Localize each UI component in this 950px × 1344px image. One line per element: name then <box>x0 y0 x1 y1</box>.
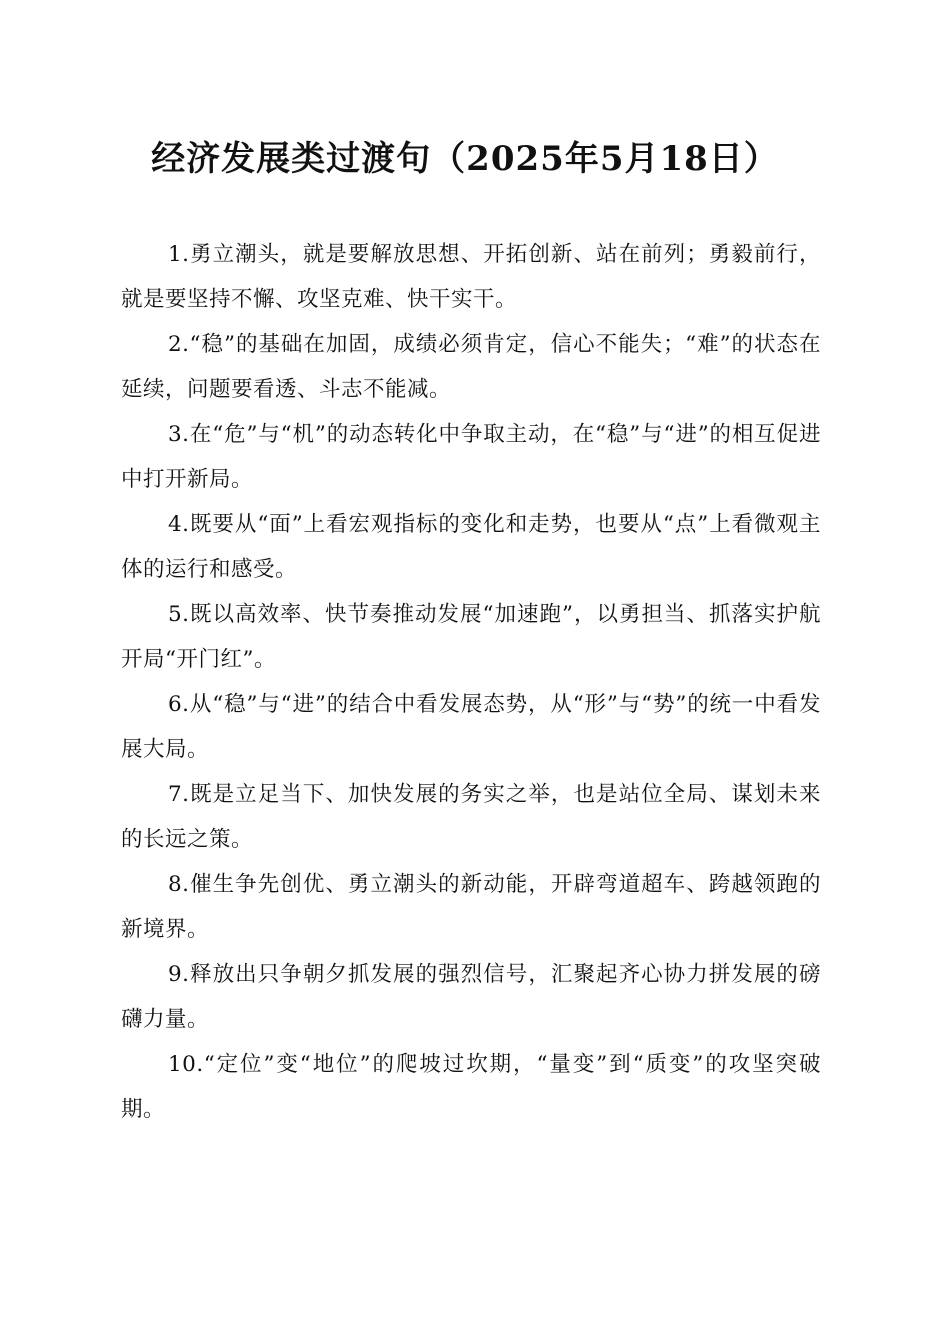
paragraph-1: 1.勇立潮头，就是要解放思想、开拓创新、站在前列；勇毅前行，就是要坚持不懈、攻坚克难、快干实干。 <box>121 242 821 312</box>
paragraph-6: 6.从“稳”与“进”的结合中看发展态势，从“形”与“势”的统一中看发展大局。 <box>121 692 821 762</box>
paragraph-5: 5.既以高效率、快节奏推动发展“加速跑”，以勇担当、抓落实护航开局“开门红”。 <box>121 602 821 672</box>
paragraph-4: 4.既要从“面”上看宏观指标的变化和走势，也要从“点”上看微观主体的运行和感受。 <box>121 512 821 582</box>
document-title: 经济发展类过渡句（2025年5月18日） <box>151 139 779 179</box>
paragraph-2: 2.“稳”的基础在加固，成绩必须肯定，信心不能失；“难”的状态在延续，问题要看透、斗志不能减。 <box>121 332 821 402</box>
document-body <box>121 232 821 1132</box>
paragraph-10: 10.“定位”变“地位”的爬坡过坎期，“量变”到“质变”的攻坚突破期。 <box>121 1052 821 1122</box>
paragraph-9: 9.释放出只争朝夕抓发展的强烈信号，汇聚起齐心协力拼发展的磅礴力量。 <box>121 962 821 1032</box>
paragraph-3: 3.在“危”与“机”的动态转化中争取主动，在“稳”与“进”的相互促进中打开新局。 <box>121 422 821 492</box>
paragraph-7: 7.既是立足当下、加快发展的务实之举，也是站位全局、谋划未来的长远之策。 <box>121 782 821 852</box>
paragraph-8: 8.催生争先创优、勇立潮头的新动能，开辟弯道超车、跨越领跑的新境界。 <box>121 872 821 942</box>
